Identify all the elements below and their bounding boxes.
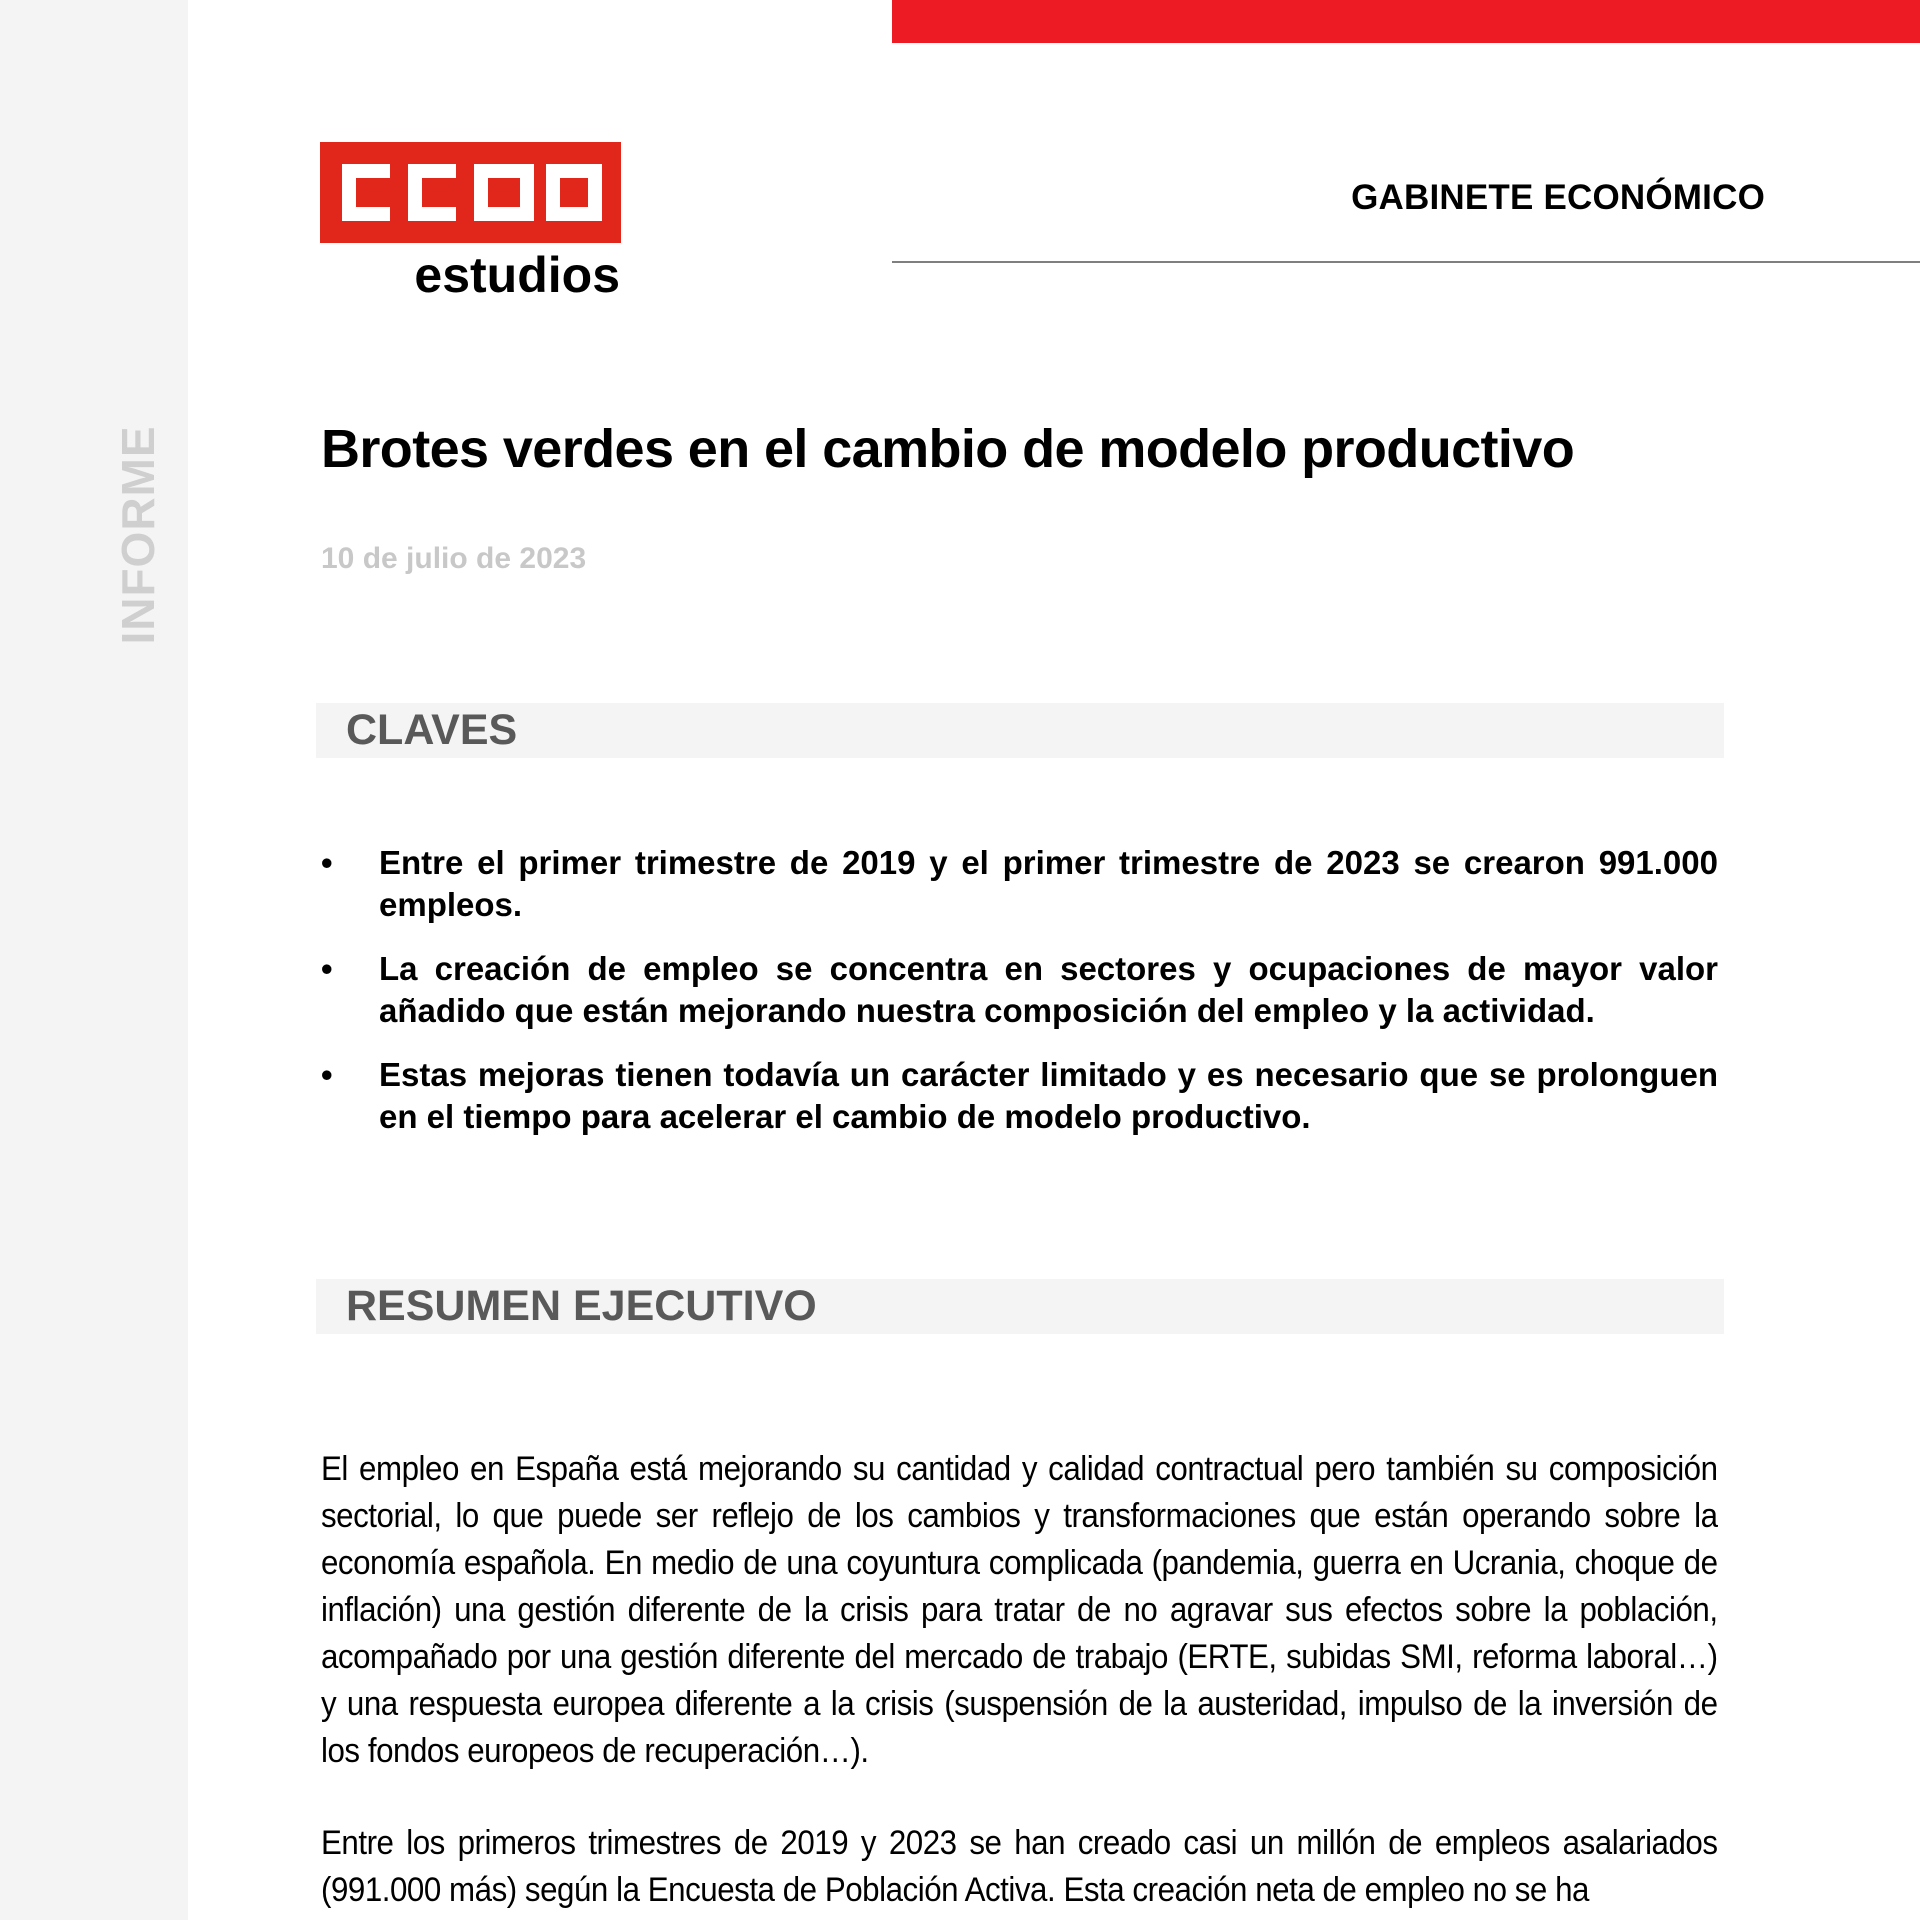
ccoo-logo xyxy=(320,142,621,243)
document-type-label: INFORME xyxy=(112,425,164,645)
section-heading-claves xyxy=(316,703,1724,758)
ccoo-logo-mark xyxy=(320,142,621,243)
left-margin-band xyxy=(0,0,188,1920)
body-paragraph: Entre los primeros trimestres de 2019 y 2023 se han creado casi un millón de empleos asalariados (991.000 más) según la Encuesta de Población Activa. Esta creación neta de empleo no se ha xyxy=(321,1824,1718,1909)
section-heading-text: RESUMEN EJECUTIVO xyxy=(346,1282,817,1330)
key-point-text: Entre el primer trimestre de 2019 y el primer trimestre de 2023 se crearon 991.000 empleos. xyxy=(379,844,1718,923)
key-points-list xyxy=(321,842,1718,1160)
bullet-icon: • xyxy=(321,844,333,881)
section-heading-text: CLAVES xyxy=(346,706,518,754)
document-date: 10 de julio de 2023 xyxy=(321,542,587,575)
key-point-text: Estas mejoras tienen todavía un carácter limitado y es necesario que se prolonguen en el tiempo para acelerar el cambio de modelo productivo. xyxy=(379,1056,1718,1135)
body-paragraph: El empleo en España está mejorando su cantidad y calidad contractual pero también su composición sectorial, lo que puede ser reflejo de los cambios y transformaciones que están operando sobre la economía española. En medio de una coyuntura complicada (pandemia, guerra en Ucrania, choque de inflación) una gestión diferente de la crisis para tratar de no agravar sus efectos sobre la población, acompañado por una gestión diferente del mercado de trabajo (ERTE, subidas SMI, reforma laboral…) y una respuesta europea diferente a la crisis (suspensión de la austeridad, impulso de la inversión de los fondos europeos de recuperación…). xyxy=(321,1450,1718,1770)
key-point xyxy=(321,842,1718,926)
key-point-text: La creación de empleo se concentra en sectores y ocupaciones de mayor valor añadido que están mejorando nuestra composición del empleo y la actividad. xyxy=(379,950,1718,1029)
document-title: Brotes verdes en el cambio de modelo productivo xyxy=(321,419,1575,479)
section-heading-resumen xyxy=(316,1279,1724,1334)
logo-subtitle: estudios xyxy=(414,247,620,303)
department-name: GABINETE ECONÓMICO xyxy=(1351,178,1765,217)
bullet-icon: • xyxy=(321,950,333,987)
key-point xyxy=(321,1054,1718,1138)
header-divider xyxy=(892,261,1920,263)
key-point xyxy=(321,948,1718,1032)
bullet-icon: • xyxy=(321,1056,333,1093)
header-accent-bar xyxy=(892,0,1920,43)
